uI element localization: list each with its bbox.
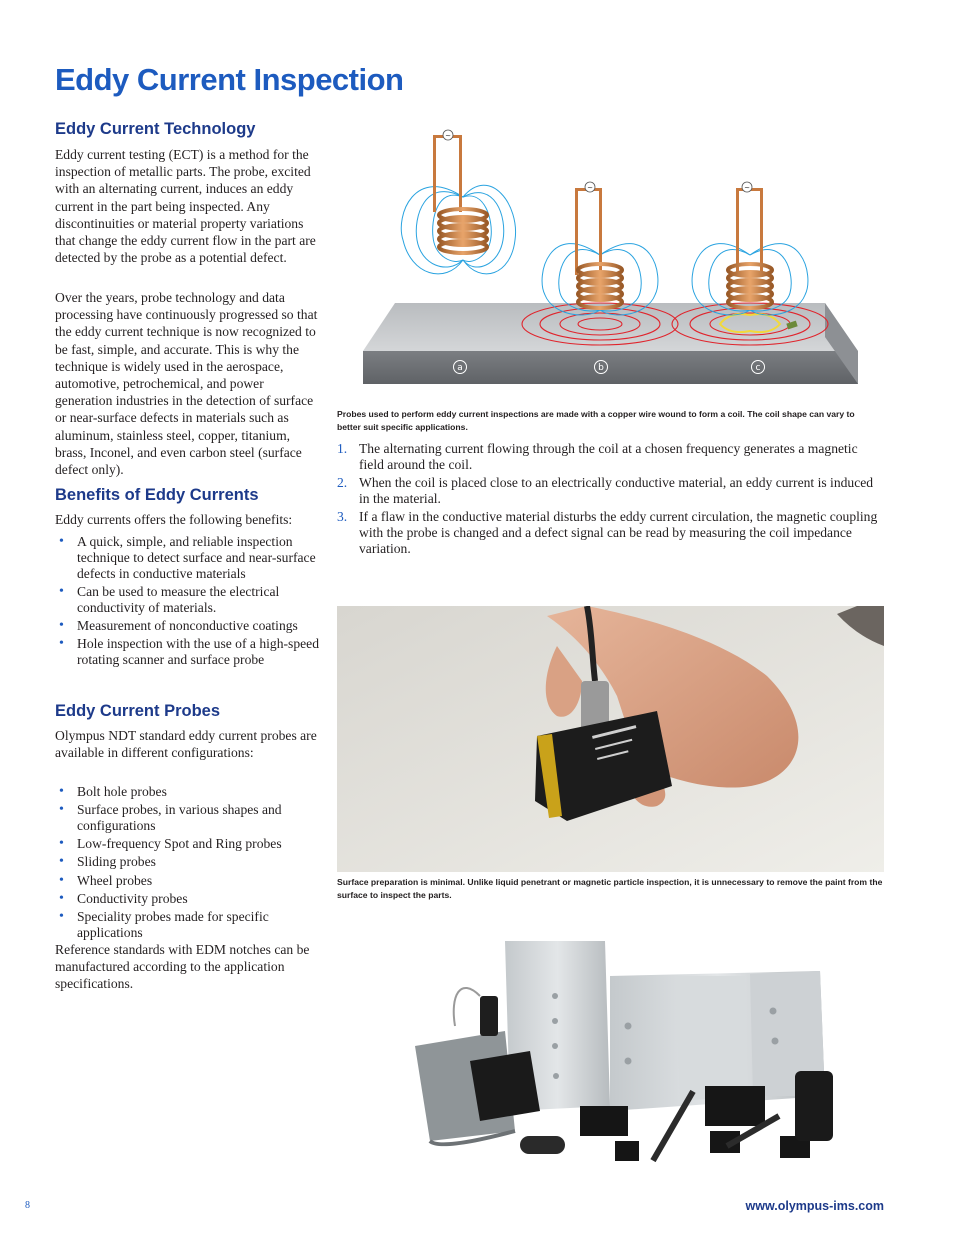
list-item: • A quick, simple, and reliable inspection technique to detect surface and near-surface defects in conductive materials [55,534,323,581]
cylindrical-probe [795,1071,833,1141]
step-number: 2. [337,475,348,491]
probes-and-standards-photo [370,936,884,1174]
list-item: 3. If a flaw in the conductive material disturbs the eddy current circulation, the magnetic coupling with the probe is changed and a defect signal can be read by measuring the coil impedance variation. [337,509,878,556]
svg-text:~: ~ [445,132,451,140]
svg-text:~: ~ [744,184,750,192]
list-item: • Wheel probes [55,873,323,889]
list-item: • Sliding probes [55,854,323,870]
benefits-intro: Eddy currents offers the following benefits: [55,512,293,527]
coil-c [728,182,772,308]
probe-in-hand-photo [337,606,884,872]
probes-outro: Reference standards with EDM notches can be manufactured according to the application specifications. [55,942,310,992]
photo-caption: Surface preparation is minimal. Unlike liquid penetrant or magnetic particle inspection, it is unnecessary to remove the paint from the surface to inspect the parts. [337,877,883,900]
paragraph-history: Over the years, probe technology and data processing have continuously progressed so that the eddy current technique is now recognized to be fast, simple, and accurate. This is why the technique is widely used in the aerospace, automotive, petrochemical, and power generation industries in the detection of surface or near-surface defects in materials such as aluminum, stainless steel, copper, titanium, brass, Inconel, and even carbon steel (surface defect only). [55,290,318,478]
list-item: • Surface probes, in various shapes and configurations [55,802,323,834]
step-number: 1. [337,441,348,456]
benefits-list [55,534,323,670]
probes-intro: Olympus NDT standard eddy current probes are available in different configurations: [55,728,317,761]
list-item: • Bolt hole probes [55,784,323,800]
list-item: 2. When the coil is placed close to an electrically conductive material, an eddy current is induced in the material. [337,475,874,506]
page-title: Eddy Current Inspection [55,62,404,97]
probes-list [55,784,323,943]
steps-list [337,441,885,559]
paragraph-intro: Eddy current testing (ECT) is a method for the inspection of metallic parts. The probe, excited with an alternating current, induces an eddy current in the part being inspected. Any discontinuities or material property variations that change the eddy current flow in the part are detected by the probe as a potential defect. [55,147,316,266]
label-a: a [457,363,463,373]
eddy-current-diagram [355,125,870,390]
heading-benefits: Benefits of Eddy Currents [55,486,259,504]
diagram-caption: Probes used to perform eddy current inspections are made with a copper wire wound to form a coil. The coil shape can vary to better suit specific applications. [337,409,855,432]
list-item: • Low-frequency Spot and Ring probes [55,836,323,852]
step-number: 3. [337,509,348,525]
page-number: 8 [25,1200,30,1211]
surface-probe [470,1051,540,1121]
heading-probes: Eddy Current Probes [55,702,221,720]
coil-b [575,182,622,308]
list-item: 1. The alternating current flowing through the coil at a chosen frequency generates a magnetic field around the coil. [337,441,858,472]
conductive-plate-front [363,351,858,384]
label-b: b [598,363,604,373]
heading-eddy-current-technology: Eddy Current Technology [55,120,256,138]
pencil-probe [520,1136,565,1154]
svg-text:~: ~ [587,184,593,192]
list-item: • Measurement of nonconductive coatings [55,618,323,634]
list-item: • Hole inspection with the use of a high-speed rotating scanner and surface probe [55,636,323,668]
list-item: • Can be used to measure the electrical conductivity of materials. [55,584,323,616]
footer-url[interactable]: www.olympus-ims.com [745,1199,884,1213]
list-item: • Conductivity probes [55,891,323,907]
list-item: • Speciality probes made for specific applications [55,909,323,941]
label-c: c [755,363,761,373]
